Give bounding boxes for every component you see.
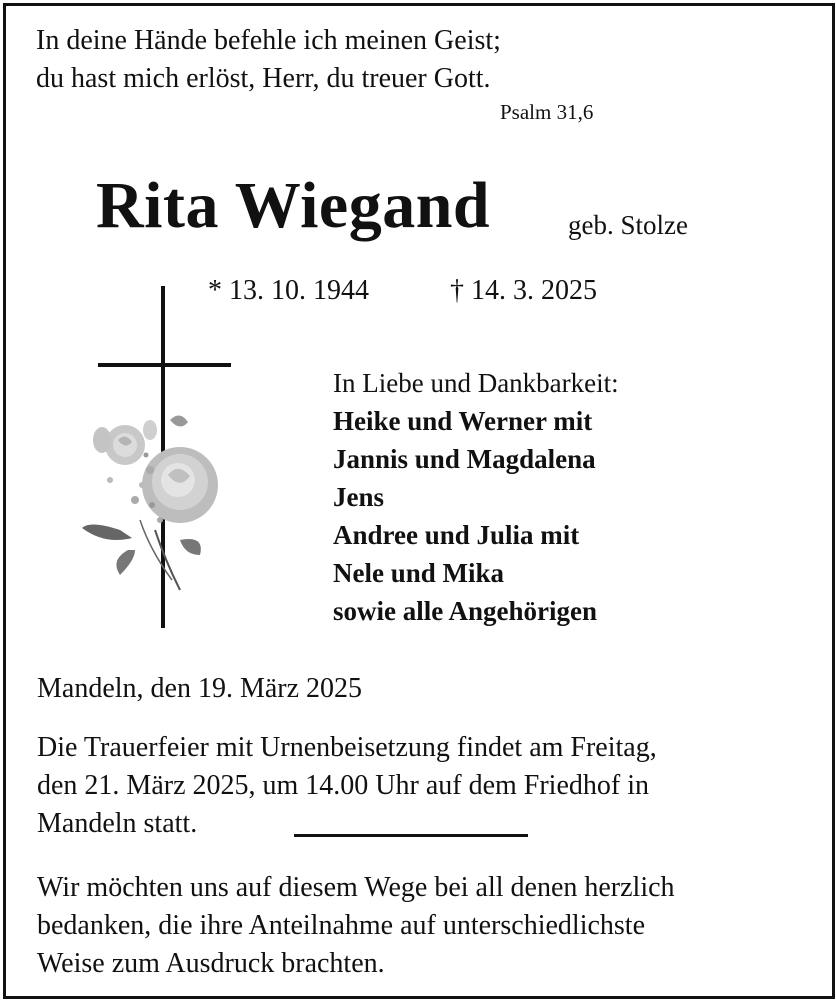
service-line-1: Die Trauerfeier mit Urnenbeisetzung findet am Freitag, [37, 732, 657, 763]
family-member: Heike und Werner mit [333, 406, 593, 436]
service-line-2: den 21. März 2025, um 14.00 Uhr auf dem Friedhof in [37, 770, 649, 801]
verse-source: Psalm 31,6 [500, 100, 594, 124]
cross-beam [98, 363, 231, 367]
rose-bouquet-icon [80, 410, 230, 595]
family-member: Andree und Julia mit [333, 520, 580, 550]
family-intro: In Liebe und Dankbarkeit: [333, 368, 619, 398]
service-line-3: Mandeln statt. [37, 808, 198, 839]
deceased-name: Rita Wiegand [96, 169, 491, 242]
place-and-date: Mandeln, den 19. März 2025 [37, 673, 363, 704]
verse-line-2: du hast mich erlöst, Herr, du treuer Gott. [36, 63, 491, 94]
family-member: sowie alle Angehörigen [333, 596, 597, 626]
family-member: Jannis und Magdalena [333, 444, 596, 474]
divider-line [294, 834, 528, 837]
funeral-service-info [37, 729, 657, 843]
death-date: † 14. 3. 2025 [450, 275, 597, 306]
bible-verse [36, 22, 501, 98]
verse-line-1: In deine Hände befehle ich meinen Geist; [36, 25, 501, 56]
thanks-line-3: Weise zum Ausdruck brachten. [37, 948, 385, 979]
maiden-name: geb. Stolze [568, 210, 688, 240]
birth-date: * 13. 10. 1944 [208, 275, 369, 306]
thanks-line-1: Wir möchten uns auf diesem Wege bei all denen herzlich [37, 872, 675, 903]
family-member: Nele und Mika [333, 558, 505, 588]
thanks-message [37, 869, 675, 983]
family-member: Jens [333, 482, 385, 512]
family-signatures [333, 364, 619, 630]
thanks-line-2: bedanken, die ihre Anteilnahme auf unterschiedlichste [37, 910, 646, 941]
